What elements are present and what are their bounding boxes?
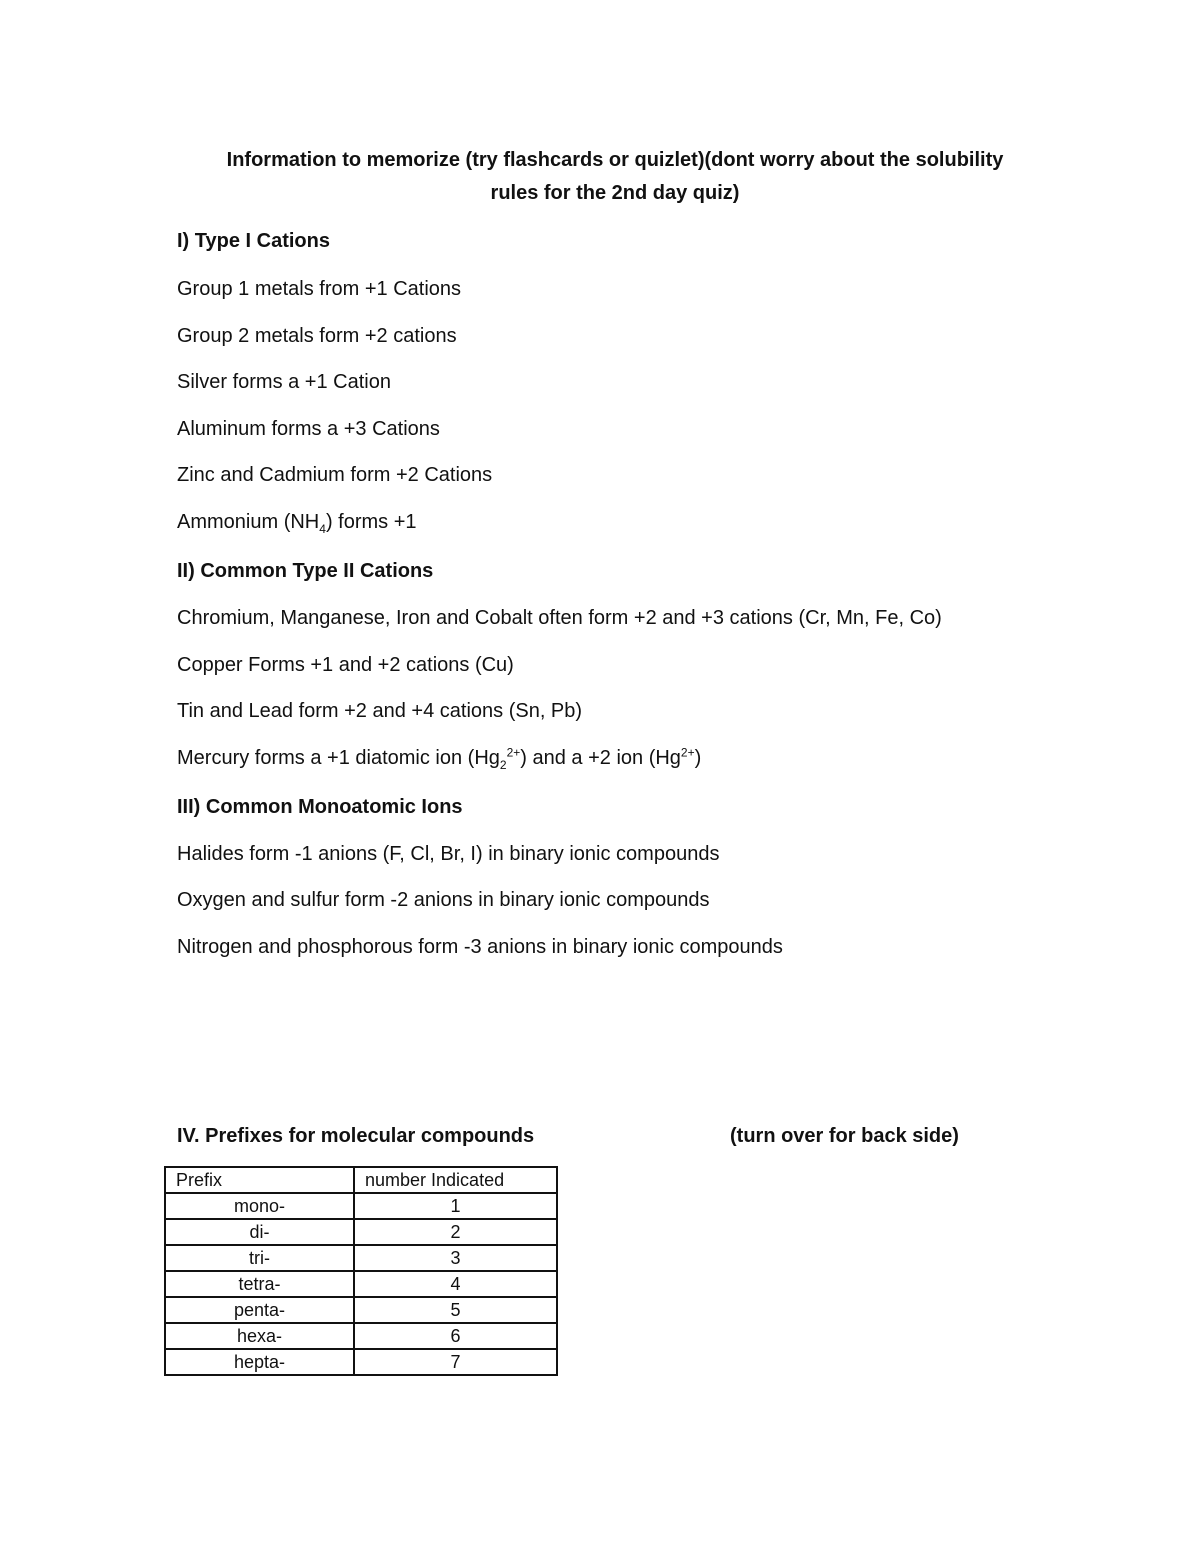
table-row (165, 1219, 557, 1245)
section-3-item: Halides form -1 anions (F, Cl, Br, I) in binary ionic compounds (177, 843, 720, 865)
mercury-subscript: 2 (499, 758, 507, 772)
prefix-cell: mono- (165, 1193, 354, 1219)
table-row (165, 1349, 557, 1375)
number-cell: 1 (354, 1193, 557, 1219)
ammonium-text-post: ) forms +1 (325, 511, 417, 533)
table-row (165, 1297, 557, 1323)
section-1-item: Zinc and Cadmium form +2 Cations (177, 464, 493, 486)
section-1-item: Aluminum forms a +3 Cations (177, 418, 440, 440)
section-3-item: Oxygen and sulfur form -2 anions in binary ionic compounds (177, 889, 710, 911)
number-cell: 3 (354, 1245, 557, 1271)
title-line-2: rules for the 2nd day quiz) (490, 182, 740, 204)
section-1-heading: I) Type I Cations (177, 230, 330, 252)
mercury-superscript-2: 2+ (680, 745, 695, 760)
title-line-1: Information to memorize (try flashcards or quizlet)(dont worry about the solubility (226, 149, 1004, 171)
number-cell: 2 (354, 1219, 557, 1245)
table-header-prefix: Prefix (165, 1167, 354, 1193)
table-header-row (165, 1167, 557, 1193)
ammonium-text-pre: Ammonium (NH (177, 511, 320, 533)
turn-over-note: (turn over for back side) (730, 1125, 959, 1147)
number-cell: 4 (354, 1271, 557, 1297)
table-header-number: number Indicated (354, 1167, 557, 1193)
prefix-cell: di- (165, 1219, 354, 1245)
document-title (150, 144, 1080, 210)
section-1-item: Group 2 metals form +2 cations (177, 325, 457, 347)
prefix-cell: penta- (165, 1297, 354, 1323)
number-cell: 6 (354, 1323, 557, 1349)
prefix-cell: hepta- (165, 1349, 354, 1375)
mercury-superscript-1: 2+ (506, 745, 521, 760)
section-2-heading: II) Common Type II Cations (177, 560, 434, 582)
table-row (165, 1193, 557, 1219)
mercury-text-pre: Mercury forms a +1 diatomic ion (Hg (177, 747, 500, 769)
section-2-item: Copper Forms +1 and +2 cations (Cu) (177, 654, 514, 676)
number-cell: 7 (354, 1349, 557, 1375)
table-row (165, 1323, 557, 1349)
section-2-item: Chromium, Manganese, Iron and Cobalt often form +2 and +3 cations (Cr, Mn, Fe, Co) (177, 607, 942, 629)
section-3-heading: III) Common Monoatomic Ions (177, 796, 463, 818)
table-row (165, 1271, 557, 1297)
mercury-line (177, 744, 701, 772)
mercury-text-post: ) (694, 747, 702, 769)
prefix-cell: hexa- (165, 1323, 354, 1349)
number-cell: 5 (354, 1297, 557, 1323)
section-1-item: Silver forms a +1 Cation (177, 371, 391, 393)
table-row (165, 1245, 557, 1271)
prefix-table (164, 1166, 558, 1376)
section-3-item: Nitrogen and phosphorous form -3 anions in binary ionic compounds (177, 936, 783, 958)
prefix-cell: tetra- (165, 1271, 354, 1297)
ammonium-subscript: 4 (319, 522, 326, 536)
section-1-item: Group 1 metals from +1 Cations (177, 278, 462, 300)
ammonium-line (177, 508, 417, 536)
section-4-heading: IV. Prefixes for molecular compounds (177, 1125, 535, 1147)
mercury-text-mid: ) and a +2 ion (Hg (520, 747, 681, 769)
section-2-item: Tin and Lead form +2 and +4 cations (Sn, Pb) (177, 700, 583, 722)
prefix-cell: tri- (165, 1245, 354, 1271)
